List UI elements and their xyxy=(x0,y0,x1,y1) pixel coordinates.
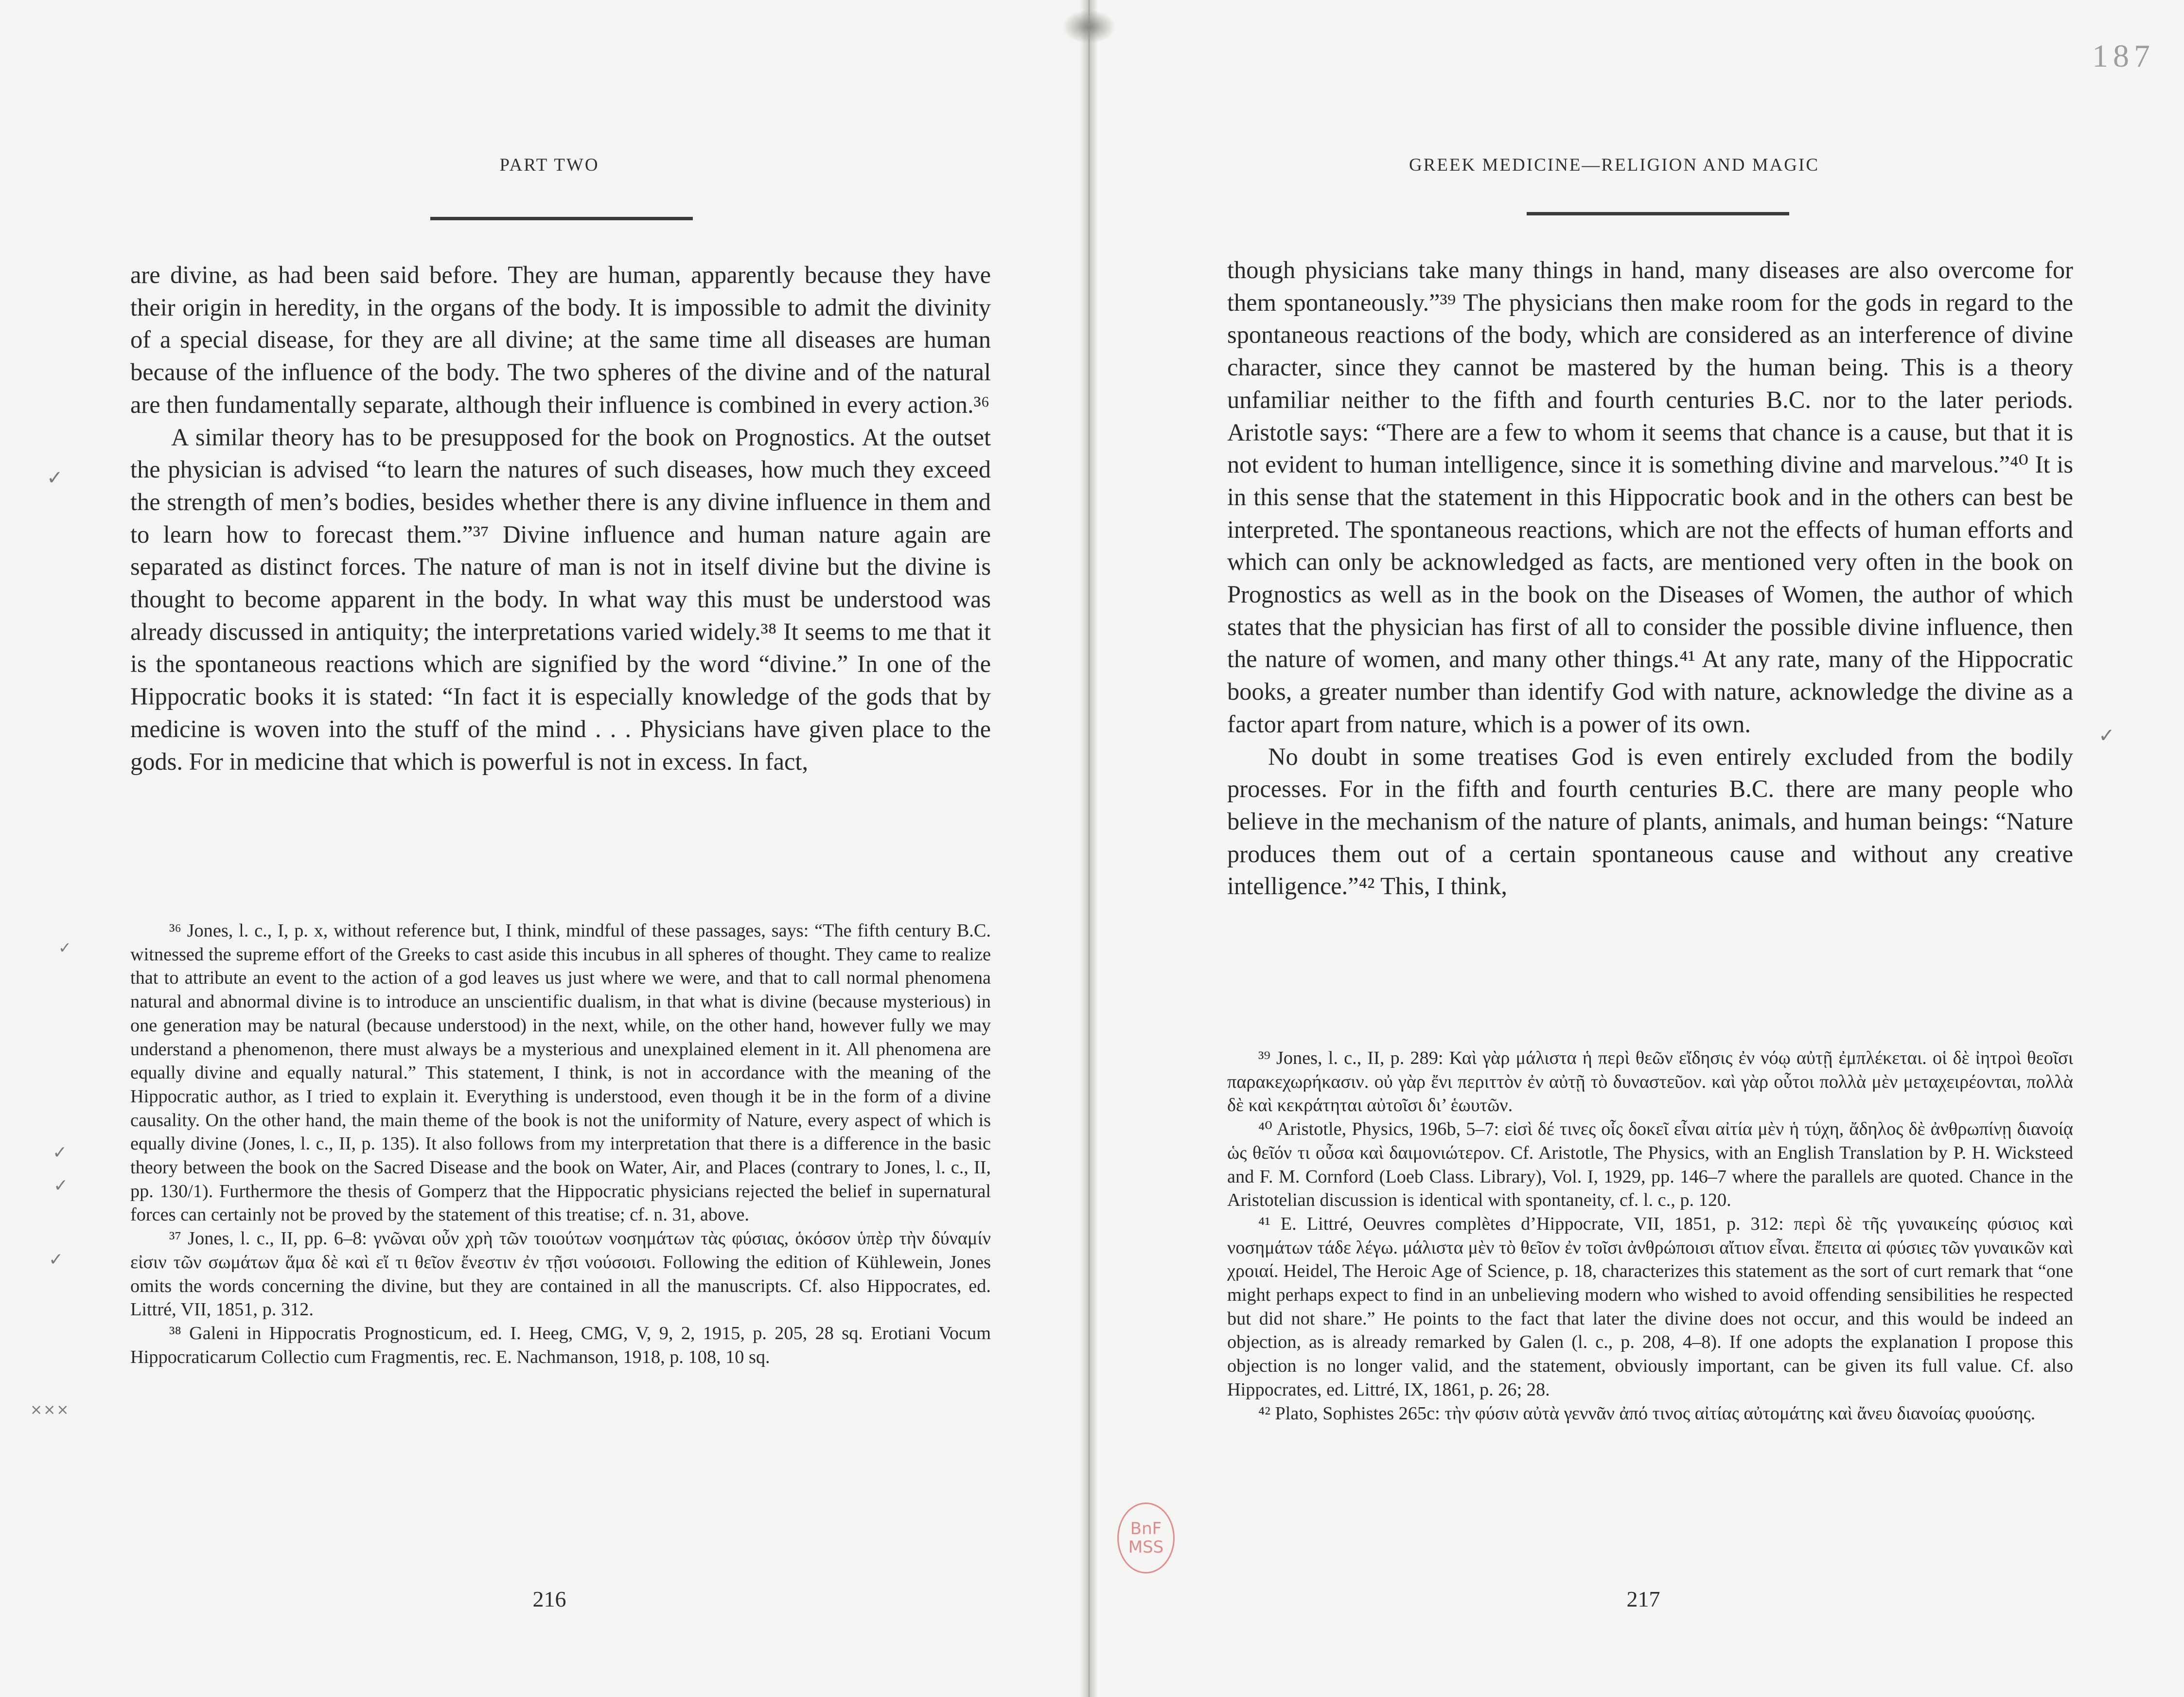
right-paragraph-2: No doubt in some treatises God is even entirely excluded from the bodily processes. For in the fifth and fourth centuries B.C. there are many people who believe in the mechanism of the nature of plants, animals, and human beings: “Nature produces them out of a certain spontaneous cause and without any creative intelligence.”⁴² This, I think, xyxy=(1227,742,2073,900)
left-page xyxy=(0,0,1089,1697)
left-footnotes xyxy=(130,919,991,1369)
margin-check-mark: ✓ xyxy=(58,938,71,957)
left-paragraph-1: are divine, as had been said before. They are human, apparently because they have their origin in heredity, in the organs of the body. It is impossible to admit the divinity of a special disease, for they are all divine; at the same time all diseases are human because of the influence of the body. The two spheres of the divine and of the natural are then fundamentally separate, although their influence is combined in every action.³⁶ xyxy=(130,261,991,418)
right-footnotes xyxy=(1227,1046,2073,1425)
margin-check-mark: ✓ xyxy=(2098,725,2115,747)
right-page xyxy=(1089,0,2184,1697)
book-gutter xyxy=(1080,0,1098,1697)
footnote-40: ⁴⁰ Aristotle, Physics, 196b, 5–7: εἰσὶ δέ τινες οἷς δοκεῖ εἶναι αἰτία μὲν ἡ τύχη, ἄδηλος δὲ ἀνθρωπίνῃ διανοίᾳ ὡς θεῖόν τι οὖσα καὶ δαιμονιώτερον. Cf. Aristotle, The Physics, with an English Translation by P. H. Wicksteed and F. M. Cornford (Loeb Class. Library), Vol. I, 1929, pp. 146–7 where the parallels are quoted. Chance in the Aristotelian discussion is identical with spontaneity, cf. l. c., p. 120. xyxy=(1227,1119,2073,1211)
right-paragraph-1: though physicians take many things in hand, many diseases are also overcome for them spontaneously.”³⁹ The physicians then make room for the gods in regard to the spontaneous reactions of the body, which are considered as an interference of divine character, since they cannot be mastered by the human being. This is a theory unfamiliar neither to the fifth and fourth centuries B.C. nor to the later periods. Aristotle says: “There are a few to whom it seems that chance is a cause, but that it is not evident to human intelligence, since it is something divine and marvelous.”⁴⁰ It is in this sense that the statement in this Hippocratic book and in the others can best be interpreted. The spontaneous reactions, which are not the effects of human efforts and which can only be acknowledged as facts, are mentioned very often in the book on Prognostics as well as in the book on the Diseases of Women, the author of which states that the physician has first of all to consider the possible divine influence, then the nature of women, and many other things.⁴¹ At any rate, many of the Hippocratic books, a greater number than identify God with nature, acknowledge the divine as a factor apart from nature, which is a power of its own. xyxy=(1227,256,2073,738)
library-stamp xyxy=(1117,1503,1175,1573)
left-paragraph-2: A similar theory has to be presupposed for the book on Prognostics. At the outset the physician is advised “to learn the natures of such diseases, how much they exceed the strength of men’s bodies, besides whether there is any divine influence in them and to learn how to forecast them.”³⁷ Divine influence and human nature again are separated as distinct forces. The nature of man is not in itself divine but the divine is thought to become apparent in the body. In what way this must be understood was already discussed in antiquity; the interpretations varied widely.³⁸ It seems to me that it is the spontaneous reactions which are signified by the word “divine.” In one of the Hippocratic books it is stated: “In fact it is especially knowledge of the gods that by medicine is woven into the stuff of the mind . . . Physicians have given place to the gods. For in medicine that which is powerful is not in excess. In fact, xyxy=(130,423,991,775)
left-head-rule xyxy=(430,217,693,220)
left-body-text xyxy=(130,259,991,778)
footnote-36: ³⁶ Jones, l. c., I, p. x, without reference but, I think, mindful of these passages, says: “The fifth century B.C. witnessed the supreme effort of the Greeks to cast aside this incubus in all spheres of thought. They came to realize that to attribute an event to the action of a god leaves us just where we were, and that to call normal phenomena natural and abnormal divine is to introduce an unscientific dualism, in that what is divine (because mysterious) in one generation may be natural (because understood) in the next, while, on the other hand, however fully we may understand a phenomenon, there must always be a mysterious and unexplained element in it. All phenomena are equally divine and equally natural.” This statement, I think, is not in accordance with the meaning of the Hippocratic author, as I tried to explain it. Everything is understood, even though it be in the form of a divine causality. On the other hand, the main theme of the book is not the uniformity of Nature, every aspect of which is equally divine (Jones, l. c., II, p. 135). It also follows from my interpretation that there is a difference in the basic theory between the book on the Sacred Disease and the book on Water, Air, and Places (contrary to Jones, l. c., II, pp. 130/1). Furthermore the thesis of Gomperz that the Hippocratic physicians rejected the belief in supernatural forces can certainly not be proved by the statement of this treatise; cf. n. 31, above. xyxy=(130,920,991,1225)
footnote-38: ³⁸ Galeni in Hippocratis Prognosticum, ed. I. Heeg, CMG, V, 9, 2, 1915, p. 205, 28 sq. Erotiani Vocum Hippocraticarum Collectio cum Fragmentis, rec. E. Nachmanson, 1918, p. 108, 10 sq. xyxy=(130,1323,991,1367)
right-page-number: 217 xyxy=(1626,1587,1660,1611)
stamp-line-2: MSS xyxy=(1128,1538,1164,1557)
footnote-41: ⁴¹ E. Littré, Oeuvres complètes d’Hippocrate, VII, 1851, p. 312: περὶ δὲ τῆς γυναικείης φύσιος καὶ νοσημάτων τάδε λέγω. μάλιστα μὲν τὸ θεῖον ἐν τοῖσι ἀνθρώποισι αἴτιον εἶναι. ἔπειτα αἱ φύσιες τῶν γυναικῶν καὶ χροιαί. Heidel, The Heroic Age of Science, p. 18, characterizes this statement as the sort of curt remark that “one might perhaps expect to find in an unbelieving modern who wished to avoid offending sensibilities he respected but did not share.” He points to the fact that later the divine does not occur, and this would be indeed an objection, as is already remarked by Galen (l. c., p. 208, 4–8). If one adopts the explanation I propose this objection is no longer valid, and the statement, obviously important, can be given its full value. Cf. also Hippocrates, ed. Littré, IX, 1861, p. 26; 28. xyxy=(1227,1213,2073,1400)
margin-check-mark: ✓ xyxy=(53,1143,68,1163)
stamp-line-1: BnF xyxy=(1130,1519,1162,1538)
left-running-head: PART TWO xyxy=(499,155,599,175)
left-page-number: 216 xyxy=(532,1587,566,1611)
folio-number: 187 xyxy=(2092,38,2155,74)
footnote-42: ⁴² Plato, Sophistes 265c: τὴν φύσιν αὐτὰ γεννᾶν ἀπό τινος αἰτίας αὐτομάτης καὶ ἄνευ διανοίας φυούσης. xyxy=(1258,1403,2036,1424)
footnote-39: ³⁹ Jones, l. c., II, p. 289: Καὶ γὰρ μάλιστα ἡ περὶ θεῶν εἴδησις ἐν νόῳ αὐτῇ ἐμπλέκεται. οἱ δὲ ἰητροὶ θεοῖσι παρακεχωρήκασιν. οὐ γὰρ ἔνι περιττὸν ἐν αὐτῇ τὸ δυναστεῦον. καὶ γὰρ οὗτοι πολλὰ μὲν μεταχειρέονται, πολλὰ δὲ καὶ κεκράτηται αὐτοῖσι δι’ ἑωυτῶν. xyxy=(1227,1048,2073,1116)
margin-check-mark: ✓ xyxy=(53,1176,69,1196)
right-body-text xyxy=(1227,254,2073,902)
binding-smudge xyxy=(1062,10,1116,44)
right-running-head: GREEK MEDICINE—RELIGION AND MAGIC xyxy=(1409,155,1820,175)
footnote-37: ³⁷ Jones, l. c., II, pp. 6–8: γνῶναι οὖν χρὴ τῶν τοιούτων νοσημάτων τὰς φύσιας, ὁκόσον ὑπὲρ τὴν δύναμίν εἰσιν τῶν σωμάτων ἅμα δὲ καὶ εἴ τι θεῖον ἔνεστιν ἐν τῇσι νούσοισι. Following the edition of Kühlewein, Jones omits the words concerning the divine, but they are contained in all the manuscripts. Cf. also Hippocrates, ed. Littré, VII, 1851, p. 312. xyxy=(130,1228,991,1320)
margin-cross-marks: ××× xyxy=(30,1401,70,1418)
margin-check-mark: ✓ xyxy=(47,467,63,489)
margin-check-mark: ✓ xyxy=(49,1250,64,1270)
right-head-rule xyxy=(1527,212,1789,215)
